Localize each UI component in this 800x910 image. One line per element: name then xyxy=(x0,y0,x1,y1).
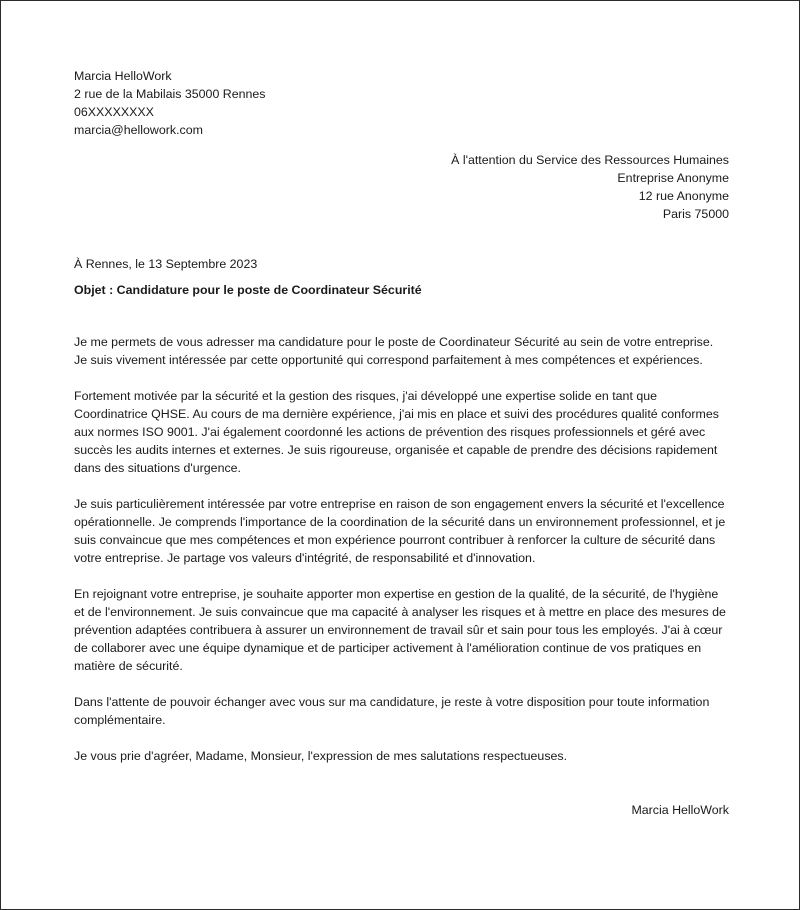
sender-phone: 06XXXXXXXX xyxy=(74,105,154,119)
recipient-company: Entreprise Anonyme xyxy=(617,171,729,185)
recipient-block xyxy=(74,151,729,223)
sender-block xyxy=(74,67,729,139)
letter-date: À Rennes, le 13 Septembre 2023 xyxy=(74,257,258,271)
recipient-street: 12 rue Anonyme xyxy=(638,189,729,203)
sender-address: 2 rue de la Mabilais 35000 Rennes xyxy=(74,87,266,101)
sender-name: Marcia HelloWork xyxy=(74,69,172,83)
signature: Marcia HelloWork xyxy=(631,803,729,817)
body-paragraph: Fortement motivée par la sécurité et la gestion des risques, j'ai développé une expertise solide en tant que Coordinatrice QHSE. Au cours de ma dernière expérience, j'ai mis en place et suivi des procédures qualité conformes aux normes ISO 9001. J'ai également coordonné les actions de prévention des risques professionnels et géré avec succès les audits internes et externes. Je suis rigoureuse, organisée et capable de prendre des décisions rapidement dans des situations d'urgence. xyxy=(74,389,719,475)
sender-email: marcia@hellowork.com xyxy=(74,123,203,137)
recipient-city: Paris 75000 xyxy=(662,207,729,221)
body-paragraph: Dans l'attente de pouvoir échanger avec vous sur ma candidature, je reste à votre disposition pour toute information complémentaire. xyxy=(74,695,710,727)
letter-content xyxy=(74,67,729,819)
letter-subject: Objet : Candidature pour le poste de Coordinateur Sécurité xyxy=(74,283,422,297)
body-paragraph: Je suis particulièrement intéressée par votre entreprise en raison de son engagement envers la sécurité et l'excellence opérationnelle. Je comprends l'importance de la coordination de la sécurité dans un environnement professionnel, et je suis convaincue que mes compétences et mon expérience pourront contribuer à renforcer la culture de sécurité dans votre entreprise. Je partage vos valeurs d'intégrité, de responsabilité et d'innovation. xyxy=(74,497,726,565)
body-paragraph: En rejoignant votre entreprise, je souhaite apporter mon expertise en gestion de la qualité, de la sécurité, de l'hygiène et de l'environnement. Je suis convaincue que ma capacité à analyser les risques et à mettre en place des mesures de prévention adaptées contribuera à assurer un environnement de travail sûr et sain pour tous les employés. J'ai à cœur de collaborer avec une équipe dynamique et de participer activement à l'amélioration continue de vos pratiques en matière de sécurité. xyxy=(74,587,726,673)
closing-formula: Je vous prie d'agréer, Madame, Monsieur, l'expression de mes salutations respectueuses. xyxy=(74,749,568,763)
letter-body xyxy=(74,333,729,765)
recipient-attention: À l'attention du Service des Ressources Humaines xyxy=(451,153,729,167)
body-paragraph: Je me permets de vous adresser ma candidature pour le poste de Coordinateur Sécurité au sein de votre entreprise. Je suis vivement intéressée par cette opportunité qui correspond parfaitement à mes compétences et expériences. xyxy=(74,335,714,367)
